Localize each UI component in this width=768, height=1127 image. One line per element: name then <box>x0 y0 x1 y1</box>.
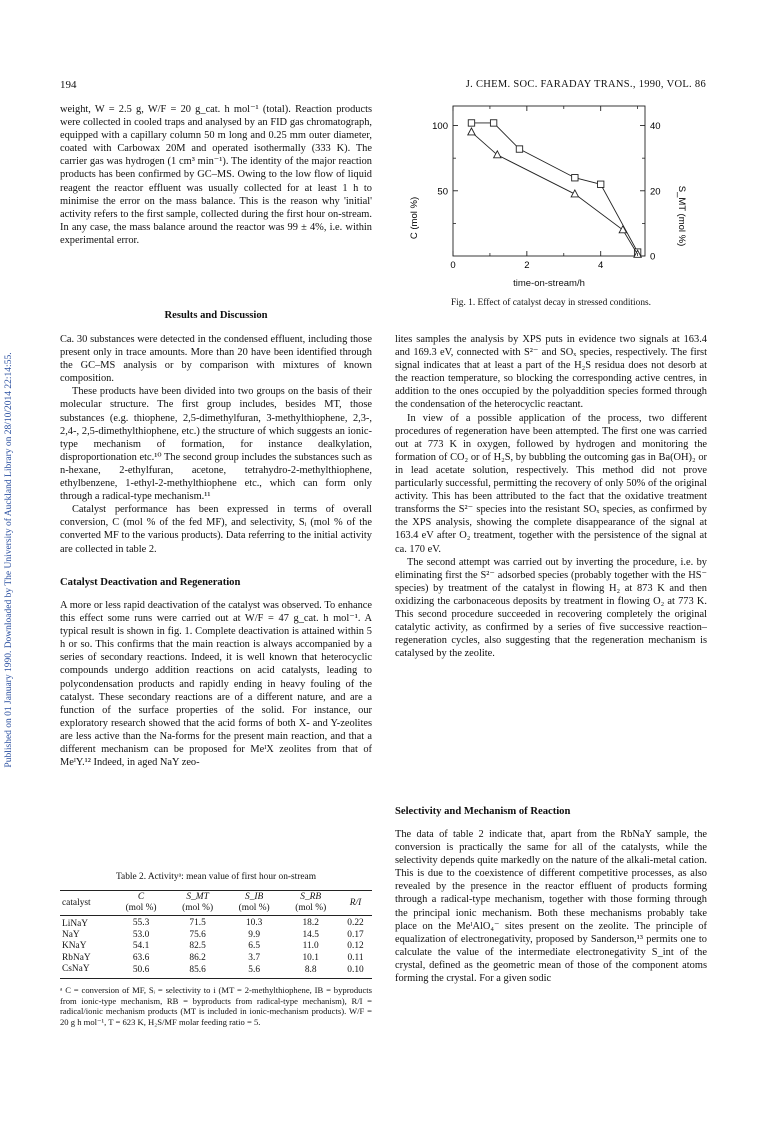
table-2-footnote: ᵃ C = conversion of MF, Sᵢ = selectivity to i (MT = 2-methylthiophene, IB = byproducts from ionic-type mechanism, RB = byproducts from radical-type mechanism), R/I = radical/ionic mechanism products (MT is included in ionic-mechanism products). W/F = 20 g h mol⁻¹, T = 623 K, H₂S/MF molar feeding ratio = 5. <box>60 985 372 1027</box>
x-axis-label: time-on-stream/h <box>513 278 585 289</box>
y-axis-label-right: S_MT (mol %) <box>676 185 687 247</box>
figure-1 <box>395 98 707 330</box>
figure-axes-group <box>432 106 660 271</box>
square-marker <box>572 175 578 181</box>
deact-heading-wrap <box>60 576 372 589</box>
left-column-intro <box>60 103 372 247</box>
figure-1-caption: Fig. 1. Effect of catalyst decay in stressed conditions. <box>450 298 652 308</box>
heading-selectivity: Selectivity and Mechanism of Reaction <box>395 806 571 817</box>
heading-deactivation: Catalyst Deactivation and Regeneration <box>60 577 241 588</box>
table-row: KNaY 54.1 82.5 6.5 11.0 0.12 <box>62 941 364 952</box>
table-header-cell: C (mol %) <box>125 892 157 913</box>
paragraph-deactivation: A more or less rapid deactivation of the catalyst was observed. To enhance this effect some runs were carried out at W/F = 47 g_cat. h mol⁻¹. A typical result is shown in fig. 1. Complete deactivation is attained within 5 h or so. This confirms that the main reaction is always accompanied by a series of secondary reactions. Indeed, it is well known that heterocyclic compounds undergo addition reactions on acid catalysts, leading to polycondensation products and rapidly ending in heavy fouling of the catalyst. These secondary reactions are of a different nature, and are a function of the surface properties of the solid. For instance, our exploratory research showed that the acid forms of both X- and Y-zeolites are less active than the Na-forms for the present main reaction, and that a different mechanism can be proposed for MeᴵX zeolites from that of MeᴵY.¹² Indeed, in aged NaY zeo- <box>60 600 372 769</box>
paragraph-results-2: These products have been divided into two groups on the basis of their molecular structure. The first group includes, besides MT, those substances (e.g. thiophene, 2,5-dimethylfuran, 3-methylthiophene, 2,3-, 2,4-, 2,5-dimethylthiophene, etc.) the structure of which suggests an ionic-type mechanism of formation, for instance dealkylation, disproportionation etc.¹⁰ The second group includes the substances such as n-hexane, 2-ethylfuran, acetone, tetrahydro-2-methylthiophene, ethylbenzene, 1-ethyl-2-methylthiophene etc., which can form only through a radical-type mechanism.¹¹ <box>60 386 372 503</box>
y-axis-label-left: C (mol %) <box>409 196 420 240</box>
right-column-top <box>395 333 707 660</box>
x-tick-label: 4 <box>598 260 604 271</box>
table-header-cell: R/I <box>349 897 362 908</box>
x-tick-label: 2 <box>524 260 530 271</box>
x-tick-label: 0 <box>450 260 456 271</box>
download-watermark <box>0 120 20 1000</box>
triangle-marker <box>468 128 475 135</box>
triangle-marker <box>571 190 578 197</box>
y-left-tick-label: 50 <box>437 186 448 198</box>
left-column-deactivation <box>60 599 372 769</box>
table-header-cell: S_MT (mol %) <box>182 892 214 913</box>
journal-header: J. CHEM. SOC. FARADAY TRANS., 1990, VOL. 86 <box>465 79 706 90</box>
paragraph-results-3: Catalyst performance has been expressed in terms of overall conversion, C (mol % of the fed MF), and selectivity, Sᵢ (mol % of the converted MF to the various products). Data referring to the initial activity are collected in table 2. <box>60 504 372 555</box>
square-marker <box>468 120 474 126</box>
right-column-selectivity <box>395 828 707 985</box>
paragraph-selectivity: The data of table 2 indicate that, apart from the RbNaY sample, the conversion is practically the same for all of the catalysts, while the selectivity depends quite markedly on the nature of the alkali-metal cation. This is due to the coexistence of different competitive processes, as also revealed by the presence in the reactor effluent of products forming through a radical-type mechanism, together with those forming through the principal ionic mechanism. Both these mechanisms probably take place on the MeᴵAlO₄⁻ sites present on the zeolite. The principle of equalization of electronegativity, proposed by Sanderson,¹³ permits one to calculate the value of the intermediate electronegativity S_int of the crystal, defined as the geometric mean of those of the component atoms forming the crystal. For a given sodic <box>395 829 707 985</box>
page-number: 194 <box>60 79 77 91</box>
triangle-marker <box>494 151 501 158</box>
table-row: LiNaY 55.3 71.5 10.3 18.2 0.22 <box>62 917 364 929</box>
table-header-cell: S_IB (mol %) <box>238 892 270 913</box>
table-2-caption: Table 2. Activityᵃ: mean value of first hour on-stream <box>115 872 317 882</box>
y-left-tick-label: 100 <box>432 121 448 133</box>
figure-1-plot <box>395 98 707 330</box>
selectivity-heading-wrap <box>395 805 707 818</box>
paragraph-regeneration-1: In view of a possible application of the process, two different procedures of regeneration have been attempted. The first one was carried out at 773 K in oxygen, followed by hydrogen and monitoring the formation of CO₂ or of H₂S, by bubbling the outcoming gas in Ba(OH)₂ or in lead acetate solution, respectively. This method did not prove particularly successful, permitting the recovery of only 50% of the original activity. This has been attributed to the fact that the oxidative treatment transforms the S²⁻ species into the resistant SOₓ species, as confirmed by the XPS analysis, showing the complete disappearance of the signal at 163.4 eV after O₂ treatment, together with the persistence of the signal at ca. 170 eV. <box>395 412 707 555</box>
series-line-triangle <box>471 132 637 254</box>
download-watermark-text: Published on 01 January 1990. Downloaded by The University of Auckland Library on 28/10/2014 22:14:55. <box>4 352 14 768</box>
paragraph-xps: lites samples the analysis by XPS puts in evidence two signals at 163.4 and 169.3 eV, connected with S²⁻ and SOₓ species, respectively. The first signal indicates that at least a part of the H₂S residua does not desorb at the reaction temperature, so blocking the corresponding active centres, in addition to the ones occupied by the polyaddition species formed through the condensation of the heterocyclic reactant. <box>395 334 707 411</box>
y-right-tick-label: 40 <box>650 121 661 133</box>
paragraph-experimental: weight, W = 2.5 g, W/F = 20 g_cat. h mol⁻¹ (total). Reaction products were collected in cooled traps and analysed by an FID gas chromatograph, equipped with a capillary column 50 m long and 0.25 mm outer diameter, coated with Carbowax 20M and operated isothermally (333 K). The carrier gas was hydrogen (1 cm³ min⁻¹). The identity of the major reaction products has been confirmed by GC–MS. Owing to the low flow of liquid reagent the reactor effluent was usually collected for at least 1 h to minimise the error on the mass balance. This is the reason why 'initial' activity refers to the first sample, collected during the first hour on-stream. In any case, the mass balance around the reactor was 99 ± 4%, i.e. within experimental error. <box>60 104 372 246</box>
figure-series-group <box>468 120 642 258</box>
heading-results-discussion: Results and Discussion <box>164 310 268 321</box>
left-column-results <box>60 333 372 556</box>
table-header-cell: S_RB (mol %) <box>295 892 327 913</box>
y-right-tick-label: 0 <box>650 251 656 263</box>
square-marker <box>597 181 603 187</box>
table-row: CsNaY 50.6 85.6 5.6 8.8 0.10 <box>60 964 372 979</box>
table-header-cell: catalyst <box>62 897 91 908</box>
table-row: NaY 53.0 75.6 9.9 14.5 0.17 <box>62 930 364 941</box>
table-2-grid <box>60 890 372 979</box>
results-heading-wrap <box>60 309 372 322</box>
paragraph-regeneration-2: The second attempt was carried out by inverting the procedure, i.e. by eliminating first the S²⁻ adsorbed species (probably together with the HS⁻ species) by treatment of the catalyst in flowing H₂ at 873 K and then oxidizing the carbonaceous deposits by treatment in flowing O₂ at 773 K. This second procedure succeeded in recovering completely the original catalytic activity, as confirmed by a series of five successive reaction–regeneration cycles, also suggesting that the regeneration mechanism is catalysed by the zeolite. <box>395 556 707 660</box>
square-marker <box>516 146 522 152</box>
paragraph-results-1: Ca. 30 substances were detected in the condensed effluent, including those present only in trace amounts. More than 20 have been identified through the GC–MS analysis or by comparison with mixtures of known composition. <box>60 334 372 385</box>
square-marker <box>490 120 496 126</box>
y-right-tick-label: 20 <box>650 186 661 198</box>
series-line-square <box>471 123 637 252</box>
table-2 <box>60 872 372 1027</box>
table-row: RbNaY 63.6 86.2 3.7 10.1 0.11 <box>62 952 364 963</box>
